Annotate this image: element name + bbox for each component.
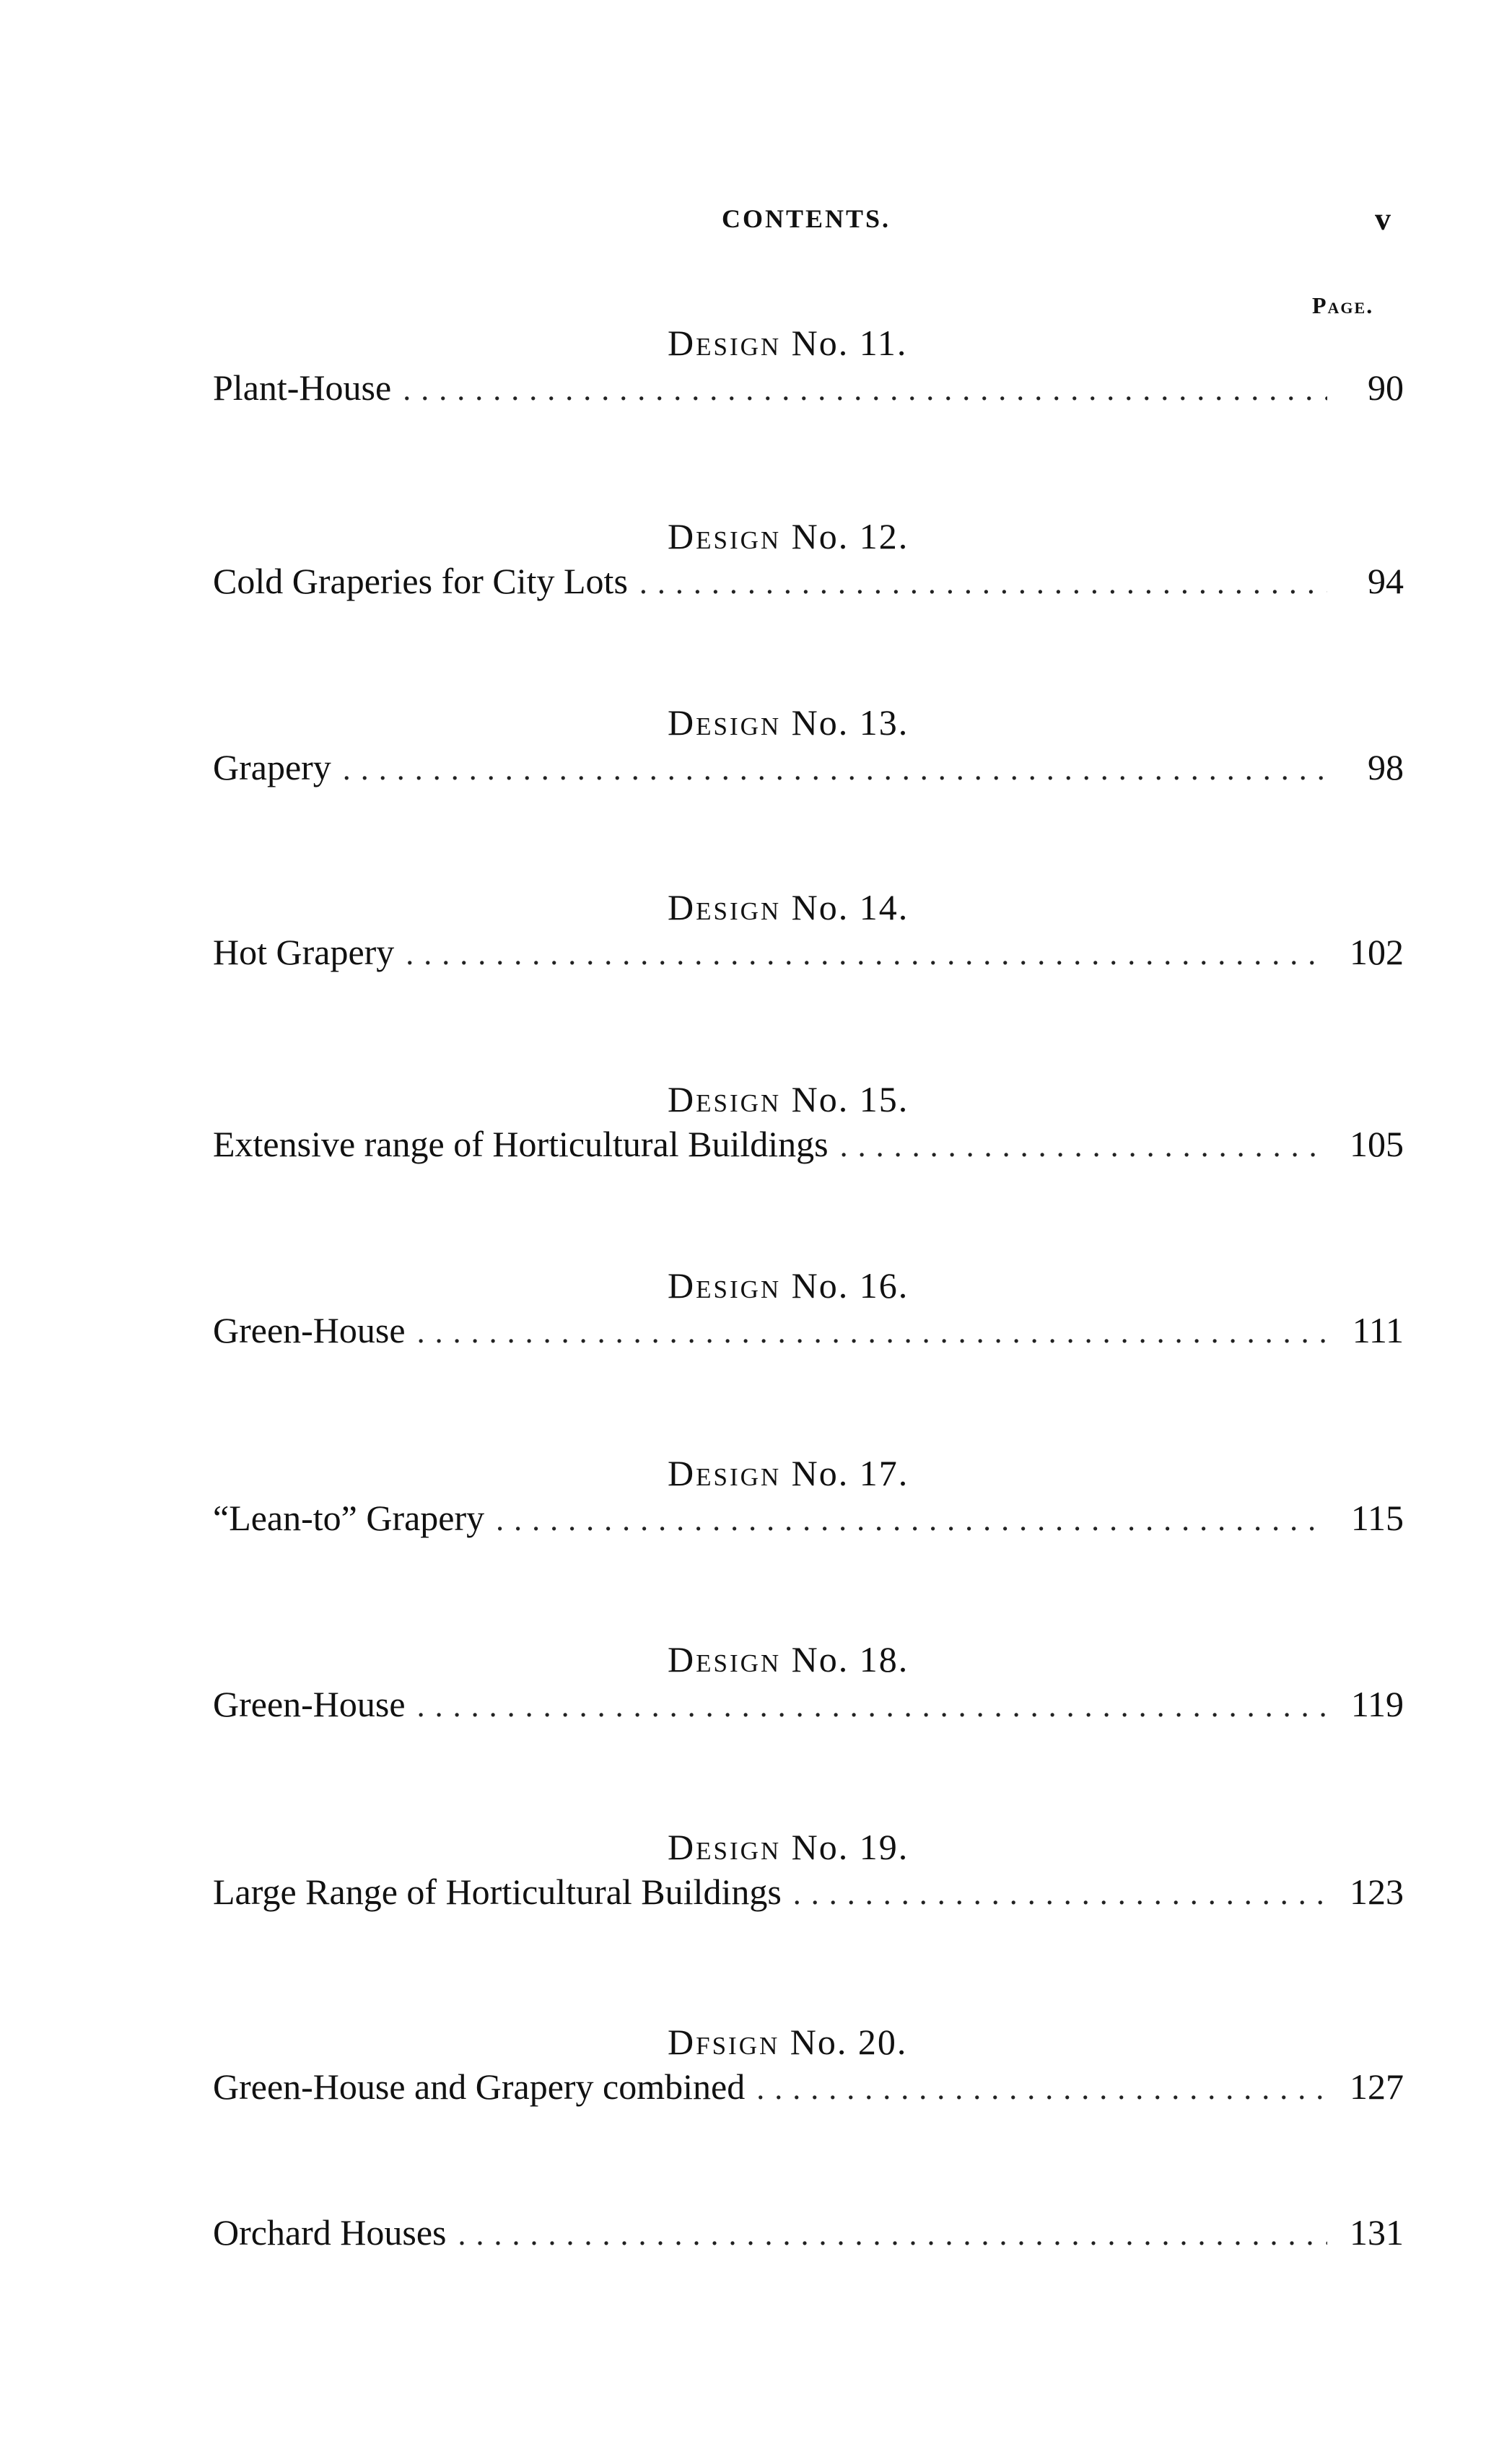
design-heading: Design No. 11. (668, 323, 908, 363)
entry-title: Grapery (213, 747, 331, 787)
page-column-label: Page. (1312, 292, 1374, 318)
design-heading: Design No. 19. (668, 1827, 909, 1867)
toc-line (213, 1123, 1404, 1169)
toc-line (213, 931, 1404, 977)
dot-leader (639, 564, 1327, 601)
dot-leader (756, 2070, 1327, 2107)
entry-title: Hot Grapery (213, 932, 395, 972)
dot-leader (417, 1687, 1327, 1724)
design-heading: Design No. 12. (668, 516, 909, 556)
entry-page: 90 (1368, 367, 1404, 408)
toc-entry-design-14 (213, 886, 1404, 995)
entry-title: Green-House (213, 1310, 406, 1350)
entry-page: 98 (1368, 747, 1404, 787)
design-heading: Dfsign No. 20. (668, 2022, 908, 2062)
dot-leader (343, 751, 1327, 787)
entry-page: 119 (1350, 1684, 1404, 1724)
entry-page: 131 (1350, 2212, 1404, 2253)
toc-line (213, 367, 1404, 413)
toc-entry-design-12 (213, 515, 1404, 624)
entry-title: Large Range of Horticultural Buildings (213, 1872, 782, 1912)
page-folio: v (1375, 201, 1391, 237)
toc-entry-design-15 (213, 1078, 1404, 1187)
design-heading: Design No. 18. (668, 1639, 909, 1680)
design-heading: Design No. 15. (668, 1079, 909, 1119)
design-heading: Design No. 14. (668, 887, 909, 927)
dot-leader (793, 1875, 1327, 1912)
running-head (0, 201, 1512, 247)
entry-page: 105 (1350, 1124, 1404, 1164)
entry-title: Plant-House (213, 367, 392, 408)
entry-page: 111 (1352, 1310, 1404, 1350)
design-heading: Design No. 17. (668, 1453, 909, 1493)
running-title: CONTENTS. (722, 204, 891, 233)
toc-line (213, 560, 1404, 606)
toc-entry-orchard-houses (213, 2211, 1404, 2320)
entry-title: Green-House (213, 1684, 406, 1724)
dot-leader (458, 2216, 1327, 2253)
entry-title: Orchard Houses (213, 2212, 447, 2253)
entry-page: 123 (1350, 1872, 1404, 1912)
toc-line (213, 746, 1404, 792)
entry-title: “Lean-to” Grapery (213, 1498, 485, 1538)
dot-leader (840, 1127, 1327, 1164)
dot-leader (403, 371, 1327, 408)
dot-leader (417, 1314, 1327, 1350)
toc-entry-design-11 (213, 322, 1404, 430)
design-heading: Design No. 16. (668, 1265, 909, 1306)
toc-entry-design-16 (213, 1265, 1404, 1373)
toc-entry-design-18 (213, 1638, 1404, 1747)
entry-title: Extensive range of Horticultural Buildings (213, 1124, 829, 1164)
entry-page: 127 (1350, 2066, 1404, 2107)
toc-entry-design-17 (213, 1452, 1404, 1560)
entry-page: 115 (1350, 1498, 1404, 1538)
dot-leader (496, 1501, 1327, 1538)
toc-entry-design-20 (213, 2021, 1404, 2129)
toc-line (213, 2211, 1404, 2258)
toc-line (213, 1871, 1404, 1917)
entry-page: 102 (1350, 932, 1404, 972)
entry-title: Green-House and Grapery combined (213, 2066, 746, 2107)
toc-entry-design-19 (213, 1826, 1404, 1934)
entry-title: Cold Graperies for City Lots (213, 561, 628, 601)
design-heading: Design No. 13. (668, 702, 909, 743)
toc-line (213, 1683, 1404, 1729)
dot-leader (406, 935, 1327, 972)
toc-entry-design-13 (213, 702, 1404, 810)
toc-line (213, 1497, 1404, 1543)
toc-line (213, 1309, 1404, 1355)
entry-page: 94 (1368, 561, 1404, 601)
toc-line (213, 2066, 1404, 2112)
